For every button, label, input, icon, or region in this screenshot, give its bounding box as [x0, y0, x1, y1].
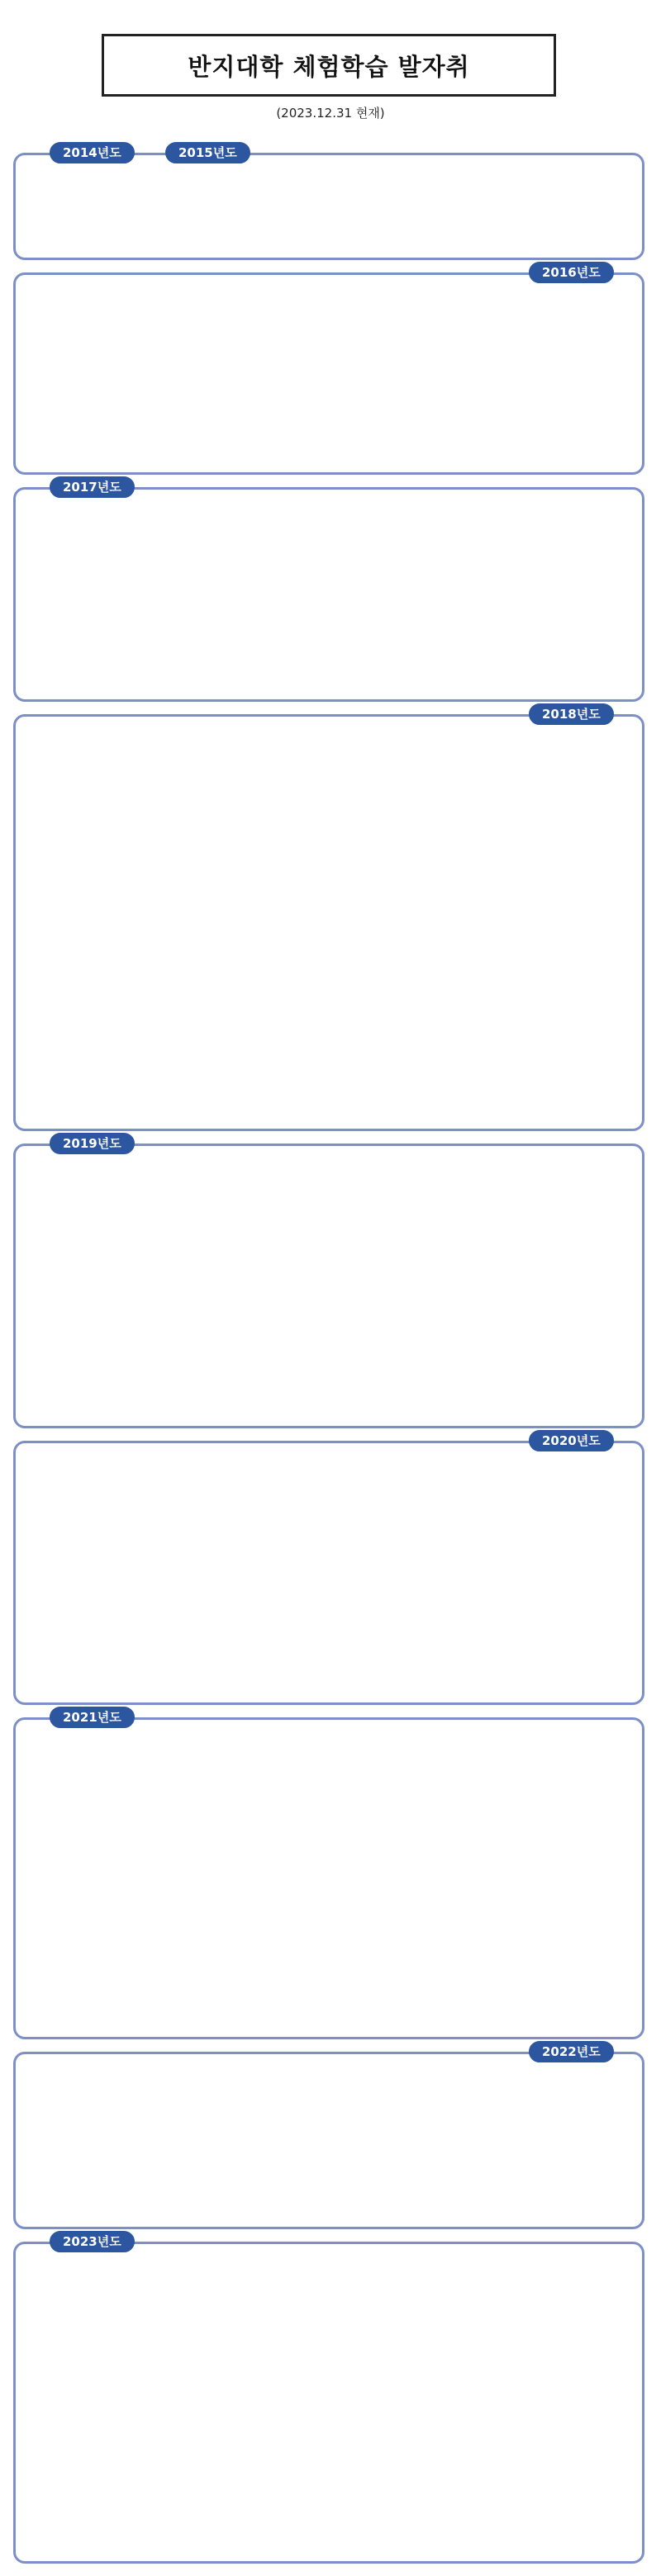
year-badge: 2022년도: [529, 2041, 614, 2062]
year-badge: 2017년도: [50, 476, 135, 498]
year-badge: 2019년도: [50, 1133, 135, 1154]
year-badge: 2020년도: [529, 1430, 614, 1451]
year-badge: 2018년도: [529, 703, 614, 725]
year-section-2016: [13, 272, 644, 475]
year-section-2019: [13, 1144, 644, 1428]
year-section-2018: [13, 714, 644, 1131]
year-section-2023: [13, 2242, 644, 2564]
page-subtitle: (2023.12.31 현재): [276, 106, 385, 121]
title-box: [102, 34, 556, 97]
year-badge: 2021년도: [50, 1707, 135, 1728]
year-badge: 2014년도: [50, 142, 135, 163]
year-section-2022: [13, 2052, 644, 2229]
year-badge: 2023년도: [50, 2231, 135, 2252]
page-title: 반지대학 체험학습 발자취: [188, 52, 470, 81]
year-section-2014-2015: [13, 153, 644, 260]
year-badge: 2016년도: [529, 262, 614, 283]
year-badge: 2015년도: [165, 142, 250, 163]
year-section-2020: [13, 1441, 644, 1705]
year-section-2021: [13, 1717, 644, 2039]
year-section-2017: [13, 487, 644, 702]
